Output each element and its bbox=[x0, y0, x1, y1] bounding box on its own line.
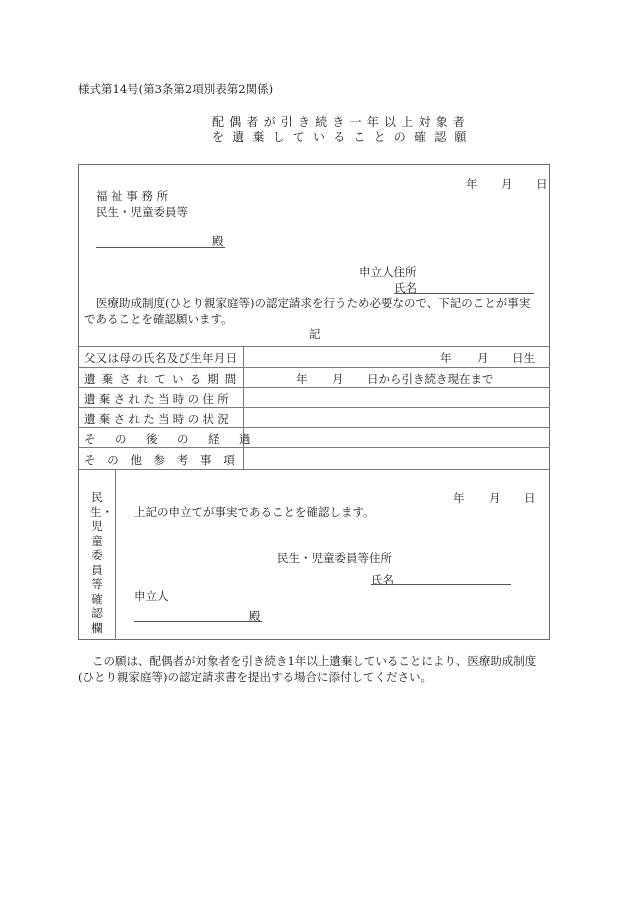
row-label-situation-at-time: 遺棄された当時の状況 bbox=[84, 412, 232, 426]
request-body-line-2: であることを確認願います。 bbox=[84, 312, 233, 326]
row-value-period-year: 年 bbox=[296, 372, 308, 386]
request-body-line-1: 医療助成制度(ひとり親家庭等)の認定請求を行うため必要なので、下記のことが事実 bbox=[96, 296, 531, 310]
addressee-welfare-office: 福 祉 事 務 所 bbox=[96, 189, 169, 203]
confirm-applicant-label: 申立人 bbox=[134, 589, 169, 603]
row-value-dob-year: 年 bbox=[440, 351, 452, 365]
confirmation-side-label: 民生・児童委員等確認欄 bbox=[90, 490, 113, 635]
request-date-day: 日 bbox=[536, 177, 548, 191]
row-divider bbox=[78, 367, 550, 368]
row-label-address-at-time: 遺棄された当時の住所 bbox=[84, 392, 232, 406]
addressee-commissioner: 民生・児童委員等 bbox=[96, 205, 188, 219]
table-bottom-border bbox=[78, 469, 550, 470]
applicant-name-field[interactable] bbox=[394, 293, 534, 294]
confirmation-side-divider bbox=[115, 469, 116, 640]
row-value-subsequent-progress[interactable] bbox=[246, 429, 546, 445]
row-value-dob-month: 月 bbox=[477, 351, 489, 365]
request-date-month: 月 bbox=[501, 177, 513, 191]
confirmation-statement: 上記の申立てが事実であることを確認します。 bbox=[134, 505, 375, 519]
title-line-2: を遺棄していることの確認願 bbox=[212, 130, 475, 144]
row-value-period-month: 月 bbox=[332, 372, 344, 386]
footer-note-line-2: (ひとり親家庭等)の認定請求書を提出する場合に添付してください。 bbox=[78, 670, 432, 684]
row-label-parent-name-dob: 父又は母の氏名及び生年月日 bbox=[84, 351, 238, 365]
request-date-year: 年 bbox=[466, 177, 478, 191]
row-value-other-notes[interactable] bbox=[246, 450, 546, 466]
confirm-date-year: 年 bbox=[453, 491, 465, 505]
addressee-suffix: 殿 bbox=[212, 234, 224, 248]
ki-label: 記 bbox=[309, 327, 321, 341]
document-title bbox=[212, 115, 475, 145]
row-value-address-at-time[interactable] bbox=[246, 389, 546, 405]
confirm-date-month: 月 bbox=[489, 491, 501, 505]
row-value-dob-day: 日生 bbox=[512, 351, 535, 365]
confirm-applicant-name-field[interactable] bbox=[134, 621, 262, 622]
row-divider bbox=[78, 407, 550, 408]
applicant-address-label: 申立人住所 bbox=[359, 265, 417, 279]
title-line-1: 配偶者が引き続き一年以上対象者 bbox=[212, 115, 471, 129]
applicant-name-label: 氏名 bbox=[394, 281, 417, 295]
row-label-other-notes: その他参考事項 bbox=[84, 453, 247, 467]
commissioner-address-label: 民生・児童委員等住所 bbox=[277, 551, 392, 565]
row-value-period-rest: 日から引き続き現在まで bbox=[367, 372, 494, 386]
commissioner-name-label: 氏名 bbox=[371, 573, 394, 587]
row-divider bbox=[78, 447, 550, 448]
confirm-applicant-suffix: 殿 bbox=[249, 609, 261, 623]
addressee-name-field[interactable] bbox=[96, 247, 225, 248]
row-label-subsequent-progress: その後の経過 bbox=[84, 432, 270, 446]
row-divider bbox=[78, 387, 550, 388]
row-divider bbox=[78, 427, 550, 428]
column-divider bbox=[243, 346, 244, 469]
footer-note-line-1: この願は、配偶者が対象者を引き続き1年以上遺棄していることにより、医療助成制度 bbox=[92, 654, 537, 668]
row-value-situation-at-time[interactable] bbox=[246, 409, 546, 425]
row-label-abandonment-period: 遺棄されている期間 bbox=[84, 372, 243, 386]
form-id: 様式第14号(第3条第2項別表第2関係) bbox=[78, 82, 274, 96]
table-top-border bbox=[78, 346, 550, 347]
commissioner-name-field[interactable] bbox=[371, 584, 511, 585]
confirm-date-day: 日 bbox=[524, 491, 536, 505]
